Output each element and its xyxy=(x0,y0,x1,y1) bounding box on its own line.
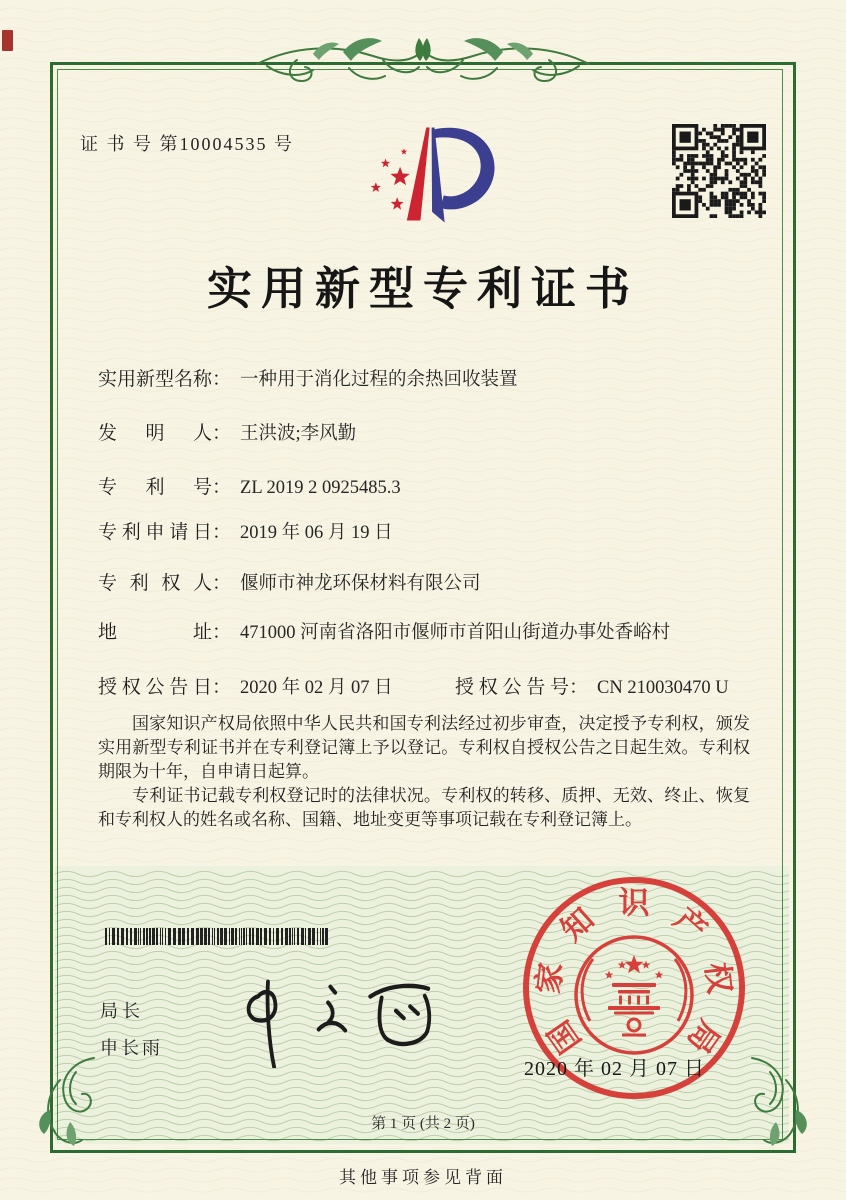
field-value: 一种用于消化过程的余热回收装置 xyxy=(240,370,518,390)
field-row-inventor xyxy=(98,418,356,445)
field-label: 专利权人 xyxy=(98,573,212,594)
field-row-utility-model-name xyxy=(98,364,518,391)
field-label: 实用新型名称 xyxy=(98,369,213,390)
footer-note: 其他事项参见背面 xyxy=(339,1168,507,1187)
svg-text:局: 局 xyxy=(680,1014,727,1060)
field-pair-grant-number xyxy=(455,672,729,699)
field-value: CN 210030470 U xyxy=(597,678,729,698)
field-value: 王洪波;李风勤 xyxy=(240,424,357,444)
field-colon: ： xyxy=(212,423,232,444)
handwritten-signature xyxy=(238,972,450,1068)
cnipa-patent-logo-icon xyxy=(344,112,524,238)
field-colon: ： xyxy=(212,522,232,543)
field-label: 授权公告号 xyxy=(455,677,569,698)
field-row-grant xyxy=(98,672,729,699)
legal-text xyxy=(98,712,750,832)
bottom-right-flourish-icon xyxy=(746,1052,816,1152)
field-value: 2020 年 02 月 07 日 xyxy=(240,678,393,698)
field-value: 2019 年 06 月 19 日 xyxy=(240,523,393,543)
field-value: ZL 2019 2 0925485.3 xyxy=(240,478,401,498)
director-title: 局长 xyxy=(100,1001,144,1021)
certificate-title: 实用新型专利证书 xyxy=(206,264,639,314)
bottom-left-flourish-icon xyxy=(30,1052,100,1152)
top-ornament-flourish-icon xyxy=(253,26,593,90)
field-row-patentee xyxy=(98,568,481,595)
svg-text:家: 家 xyxy=(530,960,569,996)
qr-code xyxy=(672,124,766,218)
field-colon: ： xyxy=(212,573,232,594)
scan-edge-mark xyxy=(2,30,13,51)
certificate-number: 证 书 号 第10004535 号 xyxy=(80,134,294,154)
barcode xyxy=(105,928,331,945)
director-name: 申长雨 xyxy=(100,1038,163,1058)
field-row-patent-number xyxy=(98,472,401,499)
svg-text:权: 权 xyxy=(699,960,738,996)
field-label: 授权公告日 xyxy=(98,677,212,698)
legal-paragraph-2: 专利证书记载专利权登记时的法律状况。专利权的转移、质押、无效、终止、恢复和专利权人的姓名或名称、国籍、地址变更等事项记载在专利登记簿上。 xyxy=(98,786,750,829)
field-label: 专利号 xyxy=(98,477,212,498)
field-colon: ： xyxy=(212,622,232,643)
field-label: 发明人 xyxy=(98,423,212,444)
field-row-address xyxy=(98,617,670,644)
legal-paragraph-1: 国家知识产权局依照中华人民共和国专利法经过初步审查，决定授予专利权，颁发实用新型专利证书并在专利登记簿上予以登记。专利权自授权公告之日起生效。专利权期限为十年，自申请日起算。 xyxy=(98,714,750,781)
seal-date: 2020 年 02 月 07 日 xyxy=(524,1058,705,1080)
svg-text:国: 国 xyxy=(541,1014,588,1060)
svg-text:知: 知 xyxy=(554,901,601,948)
field-row-filing-date xyxy=(98,517,393,544)
field-colon: ： xyxy=(569,677,589,698)
field-colon: ： xyxy=(212,369,232,390)
page-number: 第 1 页 (共 2 页) xyxy=(371,1116,475,1132)
field-colon: ： xyxy=(212,677,232,698)
svg-text:识: 识 xyxy=(618,885,650,921)
field-label: 地址 xyxy=(98,622,212,643)
field-colon: ： xyxy=(212,477,232,498)
svg-text:产: 产 xyxy=(667,901,714,948)
field-value: 偃师市神龙环保材料有限公司 xyxy=(240,574,481,594)
national-emblem-icon xyxy=(576,937,692,1053)
field-value: 471000 河南省洛阳市偃师市首阳山街道办事处香峪村 xyxy=(240,623,671,643)
field-label: 专利申请日 xyxy=(98,522,212,543)
